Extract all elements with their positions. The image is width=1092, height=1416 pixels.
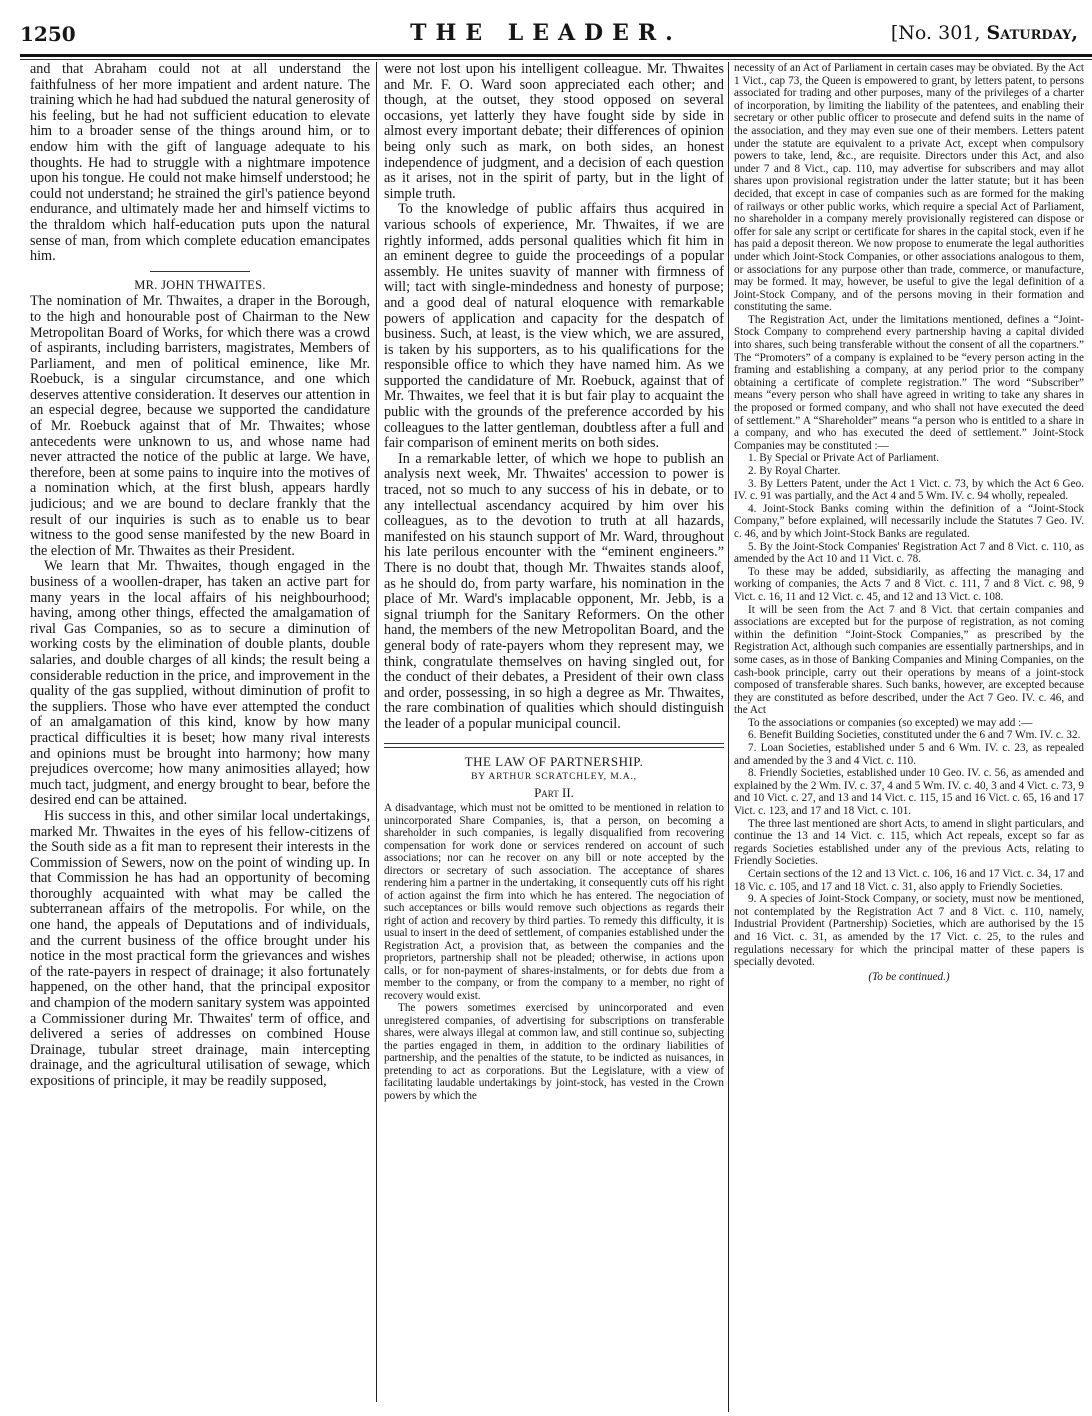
paragraph-continuation: and that Abraham could not at all understand the faithfulness of her more impatient and ardent nature. The training which he had had subdued the natural generosity of his feeling, but he had not sufficient education to elevate him to a broader sense of the things around him, or to endow him with the gift of language adequate to his thoughts. He had to struggle with a nightmare impotence upon his tongue. He could not make himself understood; he could not understand; he strained the girl's patience beyond endurance, and ultimately made her and himself victims to the thraldom which half-education puts upon the natural sense of man, from which complete education emancipates him. xyxy=(30,62,370,265)
article-paragraph: The powers sometimes exercised by unincorporated and even unregistered companies, of advertising for subscriptions on transferable shares, were always illegal at common law, and still continue so, subjecting the parties engaged in them, in addition to the ordinary liabilities of partnership, and the penalties of the statute, to be indicted as nuisances, in pretending to act as corporations. But the Legislature, with a view of facilitating laudable undertakings by joint-stock, has vested in the Crown powers by which the xyxy=(384,1002,724,1102)
article-paragraph: To these may be added, subsidiarily, as affecting the managing and working of companies, the Acts 7 and 8 Vict. c. 111, 7 and 8 Vict. c. 98, 9 Vict. c. 16, 11 and 12 Vict. c. 45, and 12 and 13 Vict. c. 108. xyxy=(734,565,1084,603)
article-paragraph: 9. A species of Joint-Stock Company, or society, must now be mentioned, not contemplated by the Registration Act 7 and 8 Vict. c. 110, namely, Industrial Provident (Partnership) Societies, which are authorised by the 15 and 16 Vict. c. 31, as amended by the 17 Vict. c. 25, to the rules and regulations necessary for which the principal matter of these papers is specially devoted. xyxy=(734,893,1084,969)
list-item: 5. By the Joint-Stock Companies' Registration Act 7 and 8 Vict. c. 110, as amended by the Act 10 and 11 Vict. c. 78. xyxy=(734,540,1084,566)
column-2 xyxy=(384,62,724,1102)
article-paragraph: The three last mentioned are short Acts, to amend in slight particulars, and continue the 13 and 14 Vict. c. 115, which Act repeals, except so far as regards Societies established under any of the previous Acts, relating to Friendly Societies. xyxy=(734,817,1084,868)
list-item: 1. By Special or Private Act of Parliament. xyxy=(748,452,940,465)
page-number: 1250 xyxy=(20,22,76,46)
article-paragraph: necessity of an Act of Parliament in certain cases may be obviated. By the Act 1 Vict., cap 73, the Queen is empowered to grant, by letters patent, to persons associated for trading and other purposes, many of the privileges of a charter of incorporation, by limiting the liability of the patentees, and enabling their secretary or other public officer to prosecute and defend suits in the name of the association, and they may even sue one of their members. Letters patent under the statute are equivalent to a private Act, except when compulsory powers to take, lend, &c., are requisite. Directors under this Act, and also under 7 and 8 Vict., cap. 110, may advertise for subscribers and may allot shares upon provisional registration under the latter statute; but it has been decided, that except in case of companies such as are formed for the making of railways or other public works, which require a special Act of Parliament, no shareholder in a company merely provisionally registered can dispose or offer for sale any script or certificate for shares in the capital stock, even if he has paid a deposit thereon. We now propose to enumerate the legal authorities under which Joint-Stock Companies, or other associations analogous to them, or associations for any purpose other than trade, commerce, or manufacture, may be formed. It may, however, be useful to give the legal definition of a Joint-Stock Company, and of the persons moving in their formation and constituting the same. xyxy=(734,62,1084,314)
column-divider-1 xyxy=(376,62,377,1402)
list-item: 8. Friendly Societies, established under 10 Geo. IV. c. 56, as amended and explained by the 2 Wm. IV. c. 37, 4 and 5 Wm. IV. c. 40, 3 and 4 Vict. c. 73, 9 and 10 Vict. c. 27, and 13 and 14 Vict. c. 115, 15 and 16 Vict. c. 65, 16 and 17 Vict. c. 123, and 17 and 18 Vict. c. 101. xyxy=(734,767,1084,818)
issue-day: Saturday, xyxy=(986,22,1078,44)
newspaper-title: THE LEADER. xyxy=(410,20,682,46)
article-paragraph: A disadvantage, which must not be omitted to be mentioned in relation to unincorporated Share Companies, is, that a person, on becoming a shareholder in such companies, is legally disqualified from recovering compensation for work done or services rendered on account of such associations; nor can he recover on any bill or note accepted by the directors or secretary of such association. The acceptance of shares rendering him a partner in the undertaking, it consequently cuts off his right of action against the firm into which he has entered. The negociation of such acceptances or bills would remove such objections as regards their right of action and recovery by third parties. To remedy this difficulty, it is usual to insert in the deed of settlement, of companies established under the Registration Act, a provision that, as between the companies and the proprietors, partnership shall not be pleaded; otherwise, in actions upon calls, or for non-payment of shares-instalments, or for debts due from a member to the company, or from the company to a member, no right of recovery would exist. xyxy=(384,802,724,1002)
article-paragraph: To the knowledge of public affairs thus acquired in various schools of experience, Mr. Thwaites, if we are rightly informed, adds personal qualities which fit him in an eminent degree to guide the proceedings of a popular assembly. He unites suavity of manner with firmness of will; tact with single-mindedness and honesty of purpose; and a good deal of natural eloquence with remarkable powers of application and capacity for the despatch of business. Such, at least, is the view which, we are assured, is taken by his supporters, as to his qualifications for the responsible office to which they have named him. As we supported the candidature of Mr. Roebuck, against that of Mr. Thwaites, we feel that it is but fair play to acquaint the public with the grounds of the preference accorded by his colleagues to the latter gentleman, doubtless after a full and fair comparison of eminent merits on both sides. xyxy=(384,201,724,452)
article-paragraph: were not lost upon his intelligent colleague. Mr. Thwaites and Mr. F. O. Ward soon appreciated each other; and though, at the outset, they stood opposed on several occasions, yet latterly they have fought side by side in almost every important debate; their differences of opinion being only such as mark, on both sides, an honest independence of judgment, and a decision of each question as it arises, not in the spirit of party, but in the light of simple truth. xyxy=(384,62,724,202)
article-paragraph: The Registration Act, under the limitations mentioned, defines a “Joint-Stock Company to comprehend every partnership having a capital divided into shares, such being transferable without the consent of all the copartners.” The “Promoters” of a company is explained to be “every person acting in the framing and establishing a company, at any period prior to the company obtaining a certificate of complete registration.” The word “Subscriber” means “every person who shall have agreed in writing to take any shares in the proposed or formed company, and who shall not have executed the deed of settlement.” A “Shareholder” means “a person who is entitled to a share in a company, and who has executed the deed of settlement.” Joint-Stock Companies may be constituted :— xyxy=(734,313,1084,452)
issue-number: [No. 301, xyxy=(890,22,987,44)
section-divider xyxy=(150,271,250,272)
list-item: 7. Loan Societies, established under 5 and 6 Wm. IV. c. 23, as repealed and amended by the 3 and 4 Vict. c. 110. xyxy=(734,742,1084,767)
article-paragraph: In a remarkable letter, of which we hope to publish an analysis next week, Mr. Thwaites' accession to power is traced, not so much to any success of his in debate, or to any intellectual ascendancy acquired by him over his colleagues, as to the devotion to truth at all hazards, manifested on his staunch support of Mr. Ward, throughout his late perilous encounter with the “eminent engineers.” There is no doubt that, though Mr. Thwaites stands aloof, as he should do, from party warfare, his nomination in the place of Mr. Ward's implacable opponent, Mr. Jebb, is a signal triumph for the Sanitary Reformers. On the other hand, the members of the new Metropolitan Board, and the general body of rate-payers whom they represent may, we think, congratulate themselves on having singled out, for the conduct of their debates, a President of their own class and order, possessing, in so high a degree as Mr. Thwaites, the rare combination of qualities which should distinguish the leader of a popular municipal council. xyxy=(384,450,724,732)
list-item: 2. By Royal Charter. xyxy=(748,465,841,477)
article-byline: BY ARTHUR SCRATCHLEY, M.A., xyxy=(471,771,637,783)
list-item: 4. Joint-Stock Banks coming within the definition of a “Joint-Stock Company,” before explained, will necessarily include the Statutes 7 Geo. IV. c. 46, and by which Joint-Stock Banks are regulated. xyxy=(734,502,1084,540)
masthead xyxy=(0,18,1092,52)
column-1 xyxy=(30,62,370,1090)
legal-authorities-list xyxy=(734,452,1084,565)
issue-info xyxy=(891,22,1078,44)
article-paragraph: His success in this, and other similar local undertakings, marked Mr. Thwaites in the eyes of his fellow-citizens of the South side as a fit man to represent their interests in the Commission of Sewers, now on the point of winding up. In that Commission he has had an opportunity of becoming thoroughly acquainted with what may be called the subterranean affairs of the metropolis. For while, on the one hand, the appeals of Deputations and of individuals, and the current business of the office brought under his notice in the most practical form the grievances and wishes of the rate-payers in respect of drainage; it also fortunately happened, on the other hand, that the principal expositor and champion of the modern sanitary system was appointed a Commissioner during Mr. Thwaites' term of office, and delivered a series of addresses on combined House Drainage, tubular street drainage, main intercepting drainage, and the agricultural utilisation of sewage, which expositions of principle, it may be readily supposed, xyxy=(30,807,370,1089)
column-divider-2 xyxy=(728,62,729,1412)
column-3 xyxy=(734,62,1084,983)
to-be-continued: (To be continued.) xyxy=(868,970,950,983)
section-divider xyxy=(384,743,724,748)
article-part: Part II. xyxy=(534,784,574,800)
article-heading-thwaites: MR. JOHN THWAITES. xyxy=(134,277,266,292)
excepted-societies-list xyxy=(734,729,1084,817)
article-paragraph: Certain sections of the 12 and 13 Vict. c. 106, 16 and 17 Vict. c. 34, 17 and 18 Vic. c. 105, and 17 and 18 Vict. c. 31, also apply to Friendly Societies. xyxy=(734,868,1084,893)
article-heading-partnership: THE LAW OF PARTNERSHIP. xyxy=(464,753,644,769)
list-item: 6. Benefit Building Societies, constituted under the 6 and 7 Wm. IV. c. 32. xyxy=(748,729,1081,742)
article-paragraph: To the associations or companies (so excepted) we may add :— xyxy=(748,716,1033,729)
article-paragraph: We learn that Mr. Thwaites, though engaged in the business of a woollen-draper, has taken an active part for many years in the local affairs of his neighbourhood; having, among other things, effected the amalgamation of rival Gas Companies, so as to secure a diminution of working costs by the elimination of double plants, double salaries, and double charges of all kinds; the result being a considerable reduction in the price, and improvement in the quality of the gas supplied, without diminution of profit to the suppliers. Those who have ever attempted the conduct of an amalgamation of this kind, know by how many practical difficulties it is beset; how many rival interests and opinions must be brought into harmony; how many prejudices overcome; how many animosities allayed; how much tact, judgment, and energy brought to bear, before the desired end can be attained. xyxy=(30,558,370,809)
article-paragraph: The nomination of Mr. Thwaites, a draper in the Borough, to the high and honourable post of Chairman to the New Metropolitan Board of Works, for which there was a crowd of aspirants, including barristers, magistrates, Members of Parliament, and men of political eminence, like Mr. Roebuck, is a singular circumstance, and one which deserves attentive consideration. It deserves our attention in an especial degree, because we supported the candidature of Mr. Roebuck against that of Mr. Thwaites; whose antecedents were unknown to us, and whose name had never attracted the notice of the public at large. We have, therefore, been at some pains to inquire into the motives of a nomination which, at the first blush, appears hardly judicious; and we are bound to declare frankly that the result of our inquiries is such as to enable us to bear witness to the good sense manifested by the new Board in the election of Mr. Thwaites as their President. xyxy=(30,293,370,559)
article-paragraph: It will be seen from the Act 7 and 8 Vict. that certain companies and associations are excepted but for the purpose of registration, as not coming within the definition “Joint-Stock Companies,” as prescribed by the Registration Act, although such companies are essentially partnerships, and in some cases, as in those of Banking Companies and Mining Companies, on the cash-book principle, carry out their operations by means of a joint-stock composed of transferable shares. Such banks, however, are excepted because they are constituted as before described, under the Act 7 Geo. IV. c. 46, and the Act xyxy=(734,603,1084,717)
header-rule-thin xyxy=(20,59,1092,60)
list-item: 3. By Letters Patent, under the Act 1 Vict. c. 73, by which the Act 6 Geo. IV. c. 91 was partially, and the Act 4 and 5 Wm. IV. c. 94 wholly, repealed. xyxy=(734,477,1084,503)
header-rule xyxy=(20,54,1092,57)
